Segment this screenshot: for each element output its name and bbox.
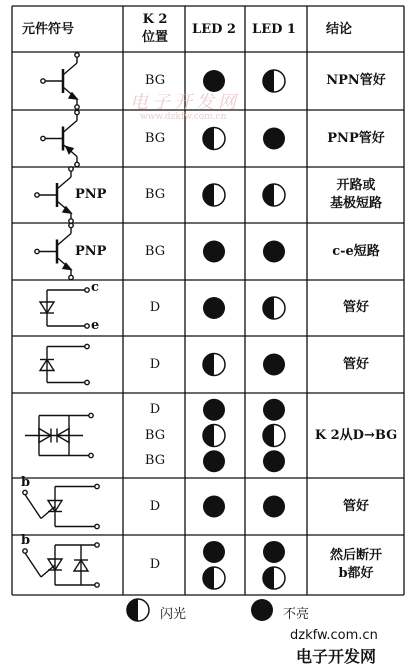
led1-indicator <box>263 297 285 319</box>
thyristor-symbol <box>23 484 99 528</box>
result-text: 管好 <box>342 300 370 315</box>
transistor-symbol <box>35 167 73 223</box>
result-text: 管好 <box>342 356 370 372</box>
watermark-overlay-url: www.dzkfw.com.cn <box>140 112 227 122</box>
led1-indicator <box>263 70 285 92</box>
led1-indicator <box>263 450 285 472</box>
led2-indicator <box>203 297 225 319</box>
k2-position: D <box>149 557 161 572</box>
transistor-symbol <box>35 223 73 279</box>
k2-position: BG <box>144 73 166 88</box>
result-text: K 2从D→BG <box>314 427 398 443</box>
led1-indicator <box>263 184 285 206</box>
legend-flash-label: 闪光 <box>160 607 187 622</box>
k2-position: D <box>149 498 161 514</box>
led2-indicator <box>203 450 225 472</box>
led1-indicator <box>263 425 285 447</box>
header-led2: LED 2 <box>192 22 236 37</box>
watermark-overlay-cn: 电子开发网 <box>130 92 240 113</box>
header-result: 结论 <box>326 22 353 37</box>
result-text: 管好 <box>342 498 370 514</box>
led2-indicator <box>203 184 225 206</box>
result-text: PNP管好 <box>327 130 385 146</box>
k2-position: D <box>149 300 161 315</box>
transistor-symbol <box>41 110 79 166</box>
k2-position: BG <box>144 130 166 146</box>
result-text: 开路或 <box>336 178 376 193</box>
dual-diode-symbol <box>25 413 93 457</box>
thyristor-symbol <box>23 543 99 587</box>
led1-indicator <box>263 541 285 563</box>
k2-position: BG <box>144 243 166 259</box>
header-led1: LED 1 <box>252 22 296 37</box>
watermark-site: 电子开发网 <box>296 647 377 666</box>
watermark-domain: dzkfw.com.cn <box>290 628 378 643</box>
k2-position: D <box>149 356 161 372</box>
legend-flash-icon <box>125 597 151 627</box>
symbol-label: PNP <box>75 187 107 202</box>
k2-position: BG <box>144 427 166 443</box>
led2-indicator <box>203 496 225 518</box>
led2-indicator <box>203 567 225 589</box>
led1-indicator <box>263 496 285 518</box>
pin-label-b: b <box>21 533 31 548</box>
led2-indicator <box>203 541 225 563</box>
result-text: b都好 <box>338 566 374 581</box>
result-text: c-e短路 <box>332 243 380 259</box>
k2-position: BG <box>144 453 166 469</box>
led2-indicator <box>203 399 225 421</box>
led2-indicator <box>203 241 225 263</box>
k2-position: D <box>149 401 161 417</box>
pin-label-c: c <box>91 280 99 295</box>
transistor-symbol <box>41 53 79 109</box>
header-symbol: 元件符号 <box>22 22 75 37</box>
legend-off-icon <box>249 597 275 627</box>
led1-indicator <box>263 567 285 589</box>
led2-indicator <box>203 425 225 447</box>
led2-indicator <box>203 354 225 376</box>
pin-label-e: e <box>91 318 100 333</box>
led2-indicator <box>203 128 225 150</box>
led1-indicator <box>263 128 285 150</box>
result-text: 然后断开 <box>329 548 383 563</box>
result-text: NPN管好 <box>326 73 386 88</box>
diode-symbol <box>40 288 89 328</box>
legend-off-label: 不亮 <box>283 607 310 622</box>
k2-position: BG <box>144 187 166 202</box>
result-text: 基极短路 <box>329 196 383 211</box>
header-k2-line2: 位置 <box>141 30 169 45</box>
header-k2-line1: K 2 <box>142 12 168 27</box>
led1-indicator <box>263 354 285 376</box>
symbol-label: PNP <box>75 243 107 259</box>
led1-indicator <box>263 241 285 263</box>
diode-symbol <box>40 344 89 384</box>
led1-indicator <box>263 399 285 421</box>
pin-label-b: b <box>21 474 31 490</box>
